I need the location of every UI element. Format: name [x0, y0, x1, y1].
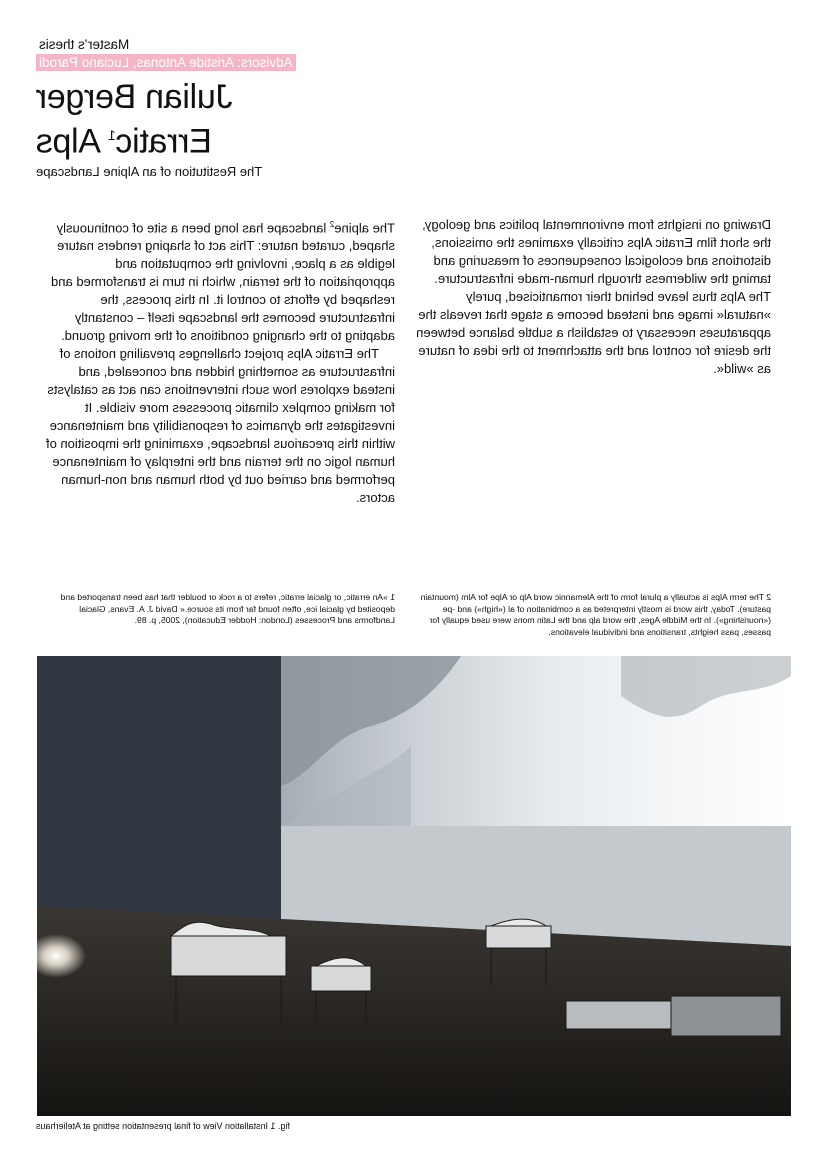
footnote-2: 2 The term Alps is actually a plural form of the Alemannic word Alp or Alpe for Alm (mountain pasture). Today, this word is mostly interpreted as a combination of al («high») and -pe («nourishing»). In the Middle Ages, the word alp and the Latin mons were used equally for passes, pass heights, transitions and individual elevations.	[420, 592, 771, 637]
installation-photo	[37, 656, 791, 1116]
page-title	[36, 78, 232, 160]
body-paragraph: The Erratic Alps project challenges prevailing notions of infrastructure as something hidden and concealed, and instead explores how such interventions can act as catalysts for making complex climatic processes more visible. It investigates the dynamics of responsibility and maintenance within this precarious landscape, examining the imposition of human logic on the terrain and the interplay of maintenance performed and carried out by both human and non-human actors.	[45, 346, 395, 506]
project-title-rest: Alps	[36, 122, 109, 161]
figure-caption: fig. 1 Installation View of final presentation setting at Atelierhaus	[36, 1121, 290, 1131]
thesis-label: Master’s thesis	[39, 37, 130, 52]
subtitle: The Restitution of an Alpine Landscape	[36, 164, 263, 179]
advisors-label: Advisors: Aristide Antonas, Luciano Parodi	[36, 54, 296, 71]
side-wall	[37, 656, 281, 946]
footnote-ref-2: 2	[329, 220, 335, 229]
author-name: Julian Berger	[36, 78, 233, 116]
project-title-main: Erratic	[115, 122, 212, 161]
footnote-ref-1: 1	[108, 127, 116, 143]
project-title	[36, 116, 232, 160]
body-column-right	[37, 216, 395, 507]
body-column-left	[415, 216, 771, 378]
para-rest: landscape has long been a site of continuously shaped, curated nature: This act of shaping renders nature legible as a place, involving the computation and appropriation of the terrain, which in turn is transformed and reshaped by efforts to control it. In this process, the infrastructure becomes the landscape itself – constantly adapting to the changing conditions of the moving ground.	[51, 220, 395, 344]
footnote-1: 1 »An erratic, or glacial erratic, refers to a rock or boulder that has been transported and deposited by glacial ice, often found far from its source.« David J. A. Evans, Glacial Landforms and Processes (London: Hodder Education), 2005, p. 89.	[60, 592, 395, 625]
header	[36, 36, 296, 72]
body-paragraph	[37, 216, 395, 345]
para-start: The alpine	[334, 220, 395, 236]
body-paragraph: Drawing on insights from environmental politics and geology, the short film Erratic Alps critically examines the omissions, distortions and ecological consequences of measuring and taming the wilderness through human-made infrastructure. The Alps thus leave behind their romanticised, purely »natural« image and instead become a stage that reveals the apparatuses necessary to establish a subtle balance between the desire for control and the attachment to the idea of nature as »wild«.	[416, 217, 771, 376]
